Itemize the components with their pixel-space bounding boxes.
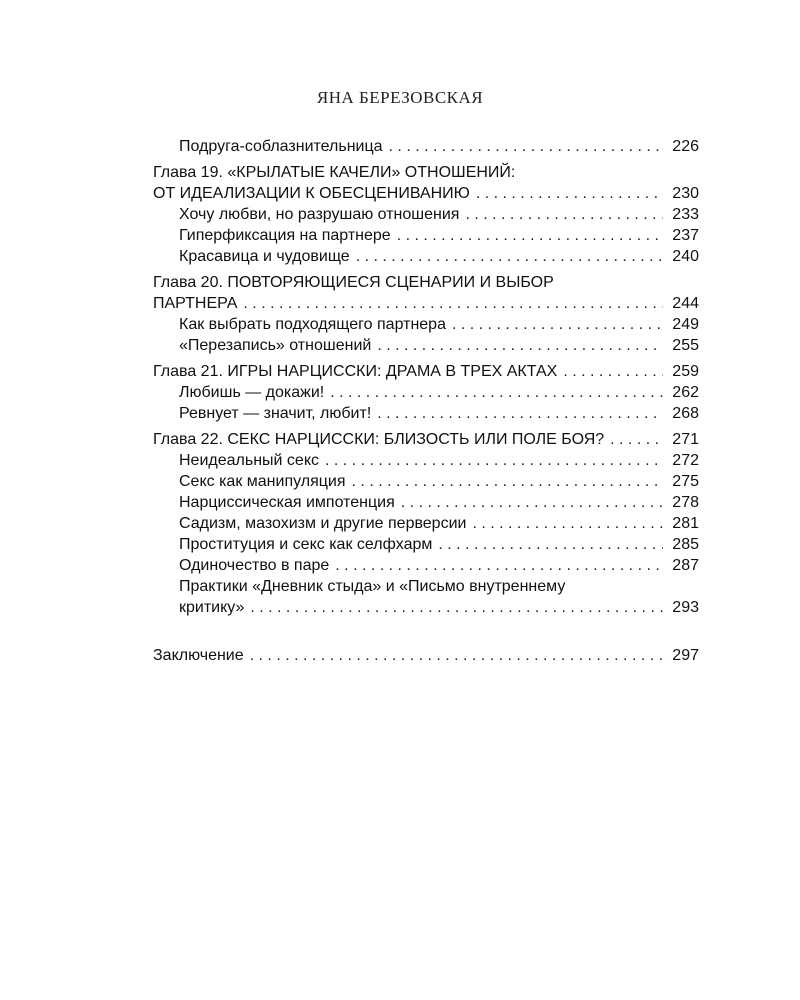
- toc-entry-title: Ревнует — значит, любит!: [179, 405, 372, 422]
- toc-entry: [153, 335, 699, 356]
- toc-entry: [153, 403, 699, 424]
- toc-entry: [153, 450, 699, 471]
- toc-entry-page: 271: [672, 431, 699, 448]
- toc-entry-page: 259: [672, 363, 699, 380]
- toc-entry-title: Заключение: [153, 647, 244, 664]
- toc-chapter-20: [153, 272, 699, 314]
- toc-entry-page: 278: [672, 494, 699, 511]
- toc-entry-page: 226: [672, 138, 699, 155]
- leader-dots: [476, 183, 663, 204]
- leader-dots: [250, 597, 663, 618]
- toc-entry: [153, 314, 699, 335]
- toc-entry-multiline: [153, 576, 699, 618]
- leader-dots: [397, 225, 663, 246]
- toc-entry: [153, 136, 699, 157]
- toc-entry-title: Подруга-соблазнительница: [179, 138, 383, 155]
- toc-entry-page: 297: [672, 647, 699, 664]
- toc-entry-page: 272: [672, 452, 699, 469]
- toc-entry-title: Нарциссическая импотенция: [179, 494, 395, 511]
- toc-chapter-19: [153, 162, 699, 204]
- leader-dots: [325, 450, 663, 471]
- table-of-contents: [153, 136, 699, 666]
- toc-chapter-22: [153, 429, 699, 450]
- toc-entry-page: 287: [672, 557, 699, 574]
- toc-chapter-title-line: Глава 19. «КРЫЛАТЫЕ КАЧЕЛИ» ОТНОШЕНИЙ:: [153, 164, 516, 181]
- toc-chapter-title-line: ОТ ИДЕАЛИЗАЦИИ К ОБЕСЦЕНИВАНИЮ: [153, 185, 470, 202]
- toc-entry: [153, 492, 699, 513]
- toc-entry-title: Хочу любви, но разрушаю отношения: [179, 206, 460, 223]
- toc-entry-title: Проституция и секс как селфхарм: [179, 536, 433, 553]
- toc-entry-page: 230: [672, 185, 699, 202]
- leader-dots: [610, 429, 663, 450]
- leader-dots: [452, 314, 663, 335]
- toc-entry: [153, 225, 699, 246]
- toc-entry-page: 255: [672, 337, 699, 354]
- toc-entry-page: 262: [672, 384, 699, 401]
- toc-entry-page: 268: [672, 405, 699, 422]
- leader-dots: [472, 513, 663, 534]
- toc-entry: [153, 246, 699, 267]
- toc-entry-title: Садизм, мазохизм и другие перверсии: [179, 515, 467, 532]
- toc-conclusion: [153, 645, 699, 666]
- leader-dots: [250, 645, 669, 666]
- toc-entry: [153, 382, 699, 403]
- leader-dots: [465, 204, 663, 225]
- toc-chapter-title: Глава 21. ИГРЫ НАРЦИССКИ: ДРАМА В ТРЕХ АКТАХ: [153, 363, 558, 380]
- toc-entry-page: 237: [672, 227, 699, 244]
- toc-entry-page: 240: [672, 248, 699, 265]
- toc-entry-title-line: критику»: [179, 599, 245, 616]
- toc-entry-title: Гиперфиксация на партнере: [179, 227, 391, 244]
- toc-entry-title: Неидеальный секс: [179, 452, 319, 469]
- toc-entry-page: 281: [672, 515, 699, 532]
- toc-entry-title: Любишь — докажи!: [179, 384, 325, 401]
- toc-chapter-title: Глава 22. СЕКС НАРЦИССКИ: БЛИЗОСТЬ ИЛИ ПОЛЕ БОЯ?: [153, 431, 605, 448]
- leader-dots: [438, 534, 663, 555]
- leader-dots: [330, 382, 663, 403]
- leader-dots: [335, 555, 663, 576]
- toc-entry: [153, 204, 699, 225]
- toc-chapter-title-line: ПАРТНЕРА: [153, 295, 238, 312]
- toc-entry-page: 244: [672, 295, 699, 312]
- leader-dots: [389, 136, 663, 157]
- leader-dots: [377, 403, 663, 424]
- toc-entry-page: 233: [672, 206, 699, 223]
- toc-chapter-title-line: Глава 20. ПОВТОРЯЮЩИЕСЯ СЦЕНАРИИ И ВЫБОР: [153, 274, 554, 291]
- running-head-author: ЯНА БЕРЕЗОВСКАЯ: [316, 88, 484, 107]
- leader-dots: [356, 246, 663, 267]
- toc-entry: [153, 555, 699, 576]
- toc-entry: [153, 471, 699, 492]
- toc-entry: [153, 513, 699, 534]
- toc-entry-title: Как выбрать подходящего партнера: [179, 316, 446, 333]
- toc-entry-title: Секс как манипуляция: [179, 473, 346, 490]
- toc-entry-title: Одиночество в паре: [179, 557, 330, 574]
- leader-dots: [377, 335, 663, 356]
- toc-entry-page: 285: [672, 536, 699, 553]
- leader-dots: [401, 492, 663, 513]
- toc-entry-page: 293: [672, 599, 699, 616]
- toc-entry: [153, 534, 699, 555]
- toc-entry-title-line: Практики «Дневник стыда» и «Письмо внутреннему: [179, 578, 566, 595]
- leader-dots: [243, 293, 663, 314]
- toc-entry-page: 249: [672, 316, 699, 333]
- toc-chapter-21: [153, 361, 699, 382]
- leader-dots: [563, 361, 663, 382]
- toc-entry-title: Красавица и чудовище: [179, 248, 350, 265]
- toc-entry-page: 275: [672, 473, 699, 490]
- toc-entry-title: «Перезапись» отношений: [179, 337, 372, 354]
- leader-dots: [352, 471, 663, 492]
